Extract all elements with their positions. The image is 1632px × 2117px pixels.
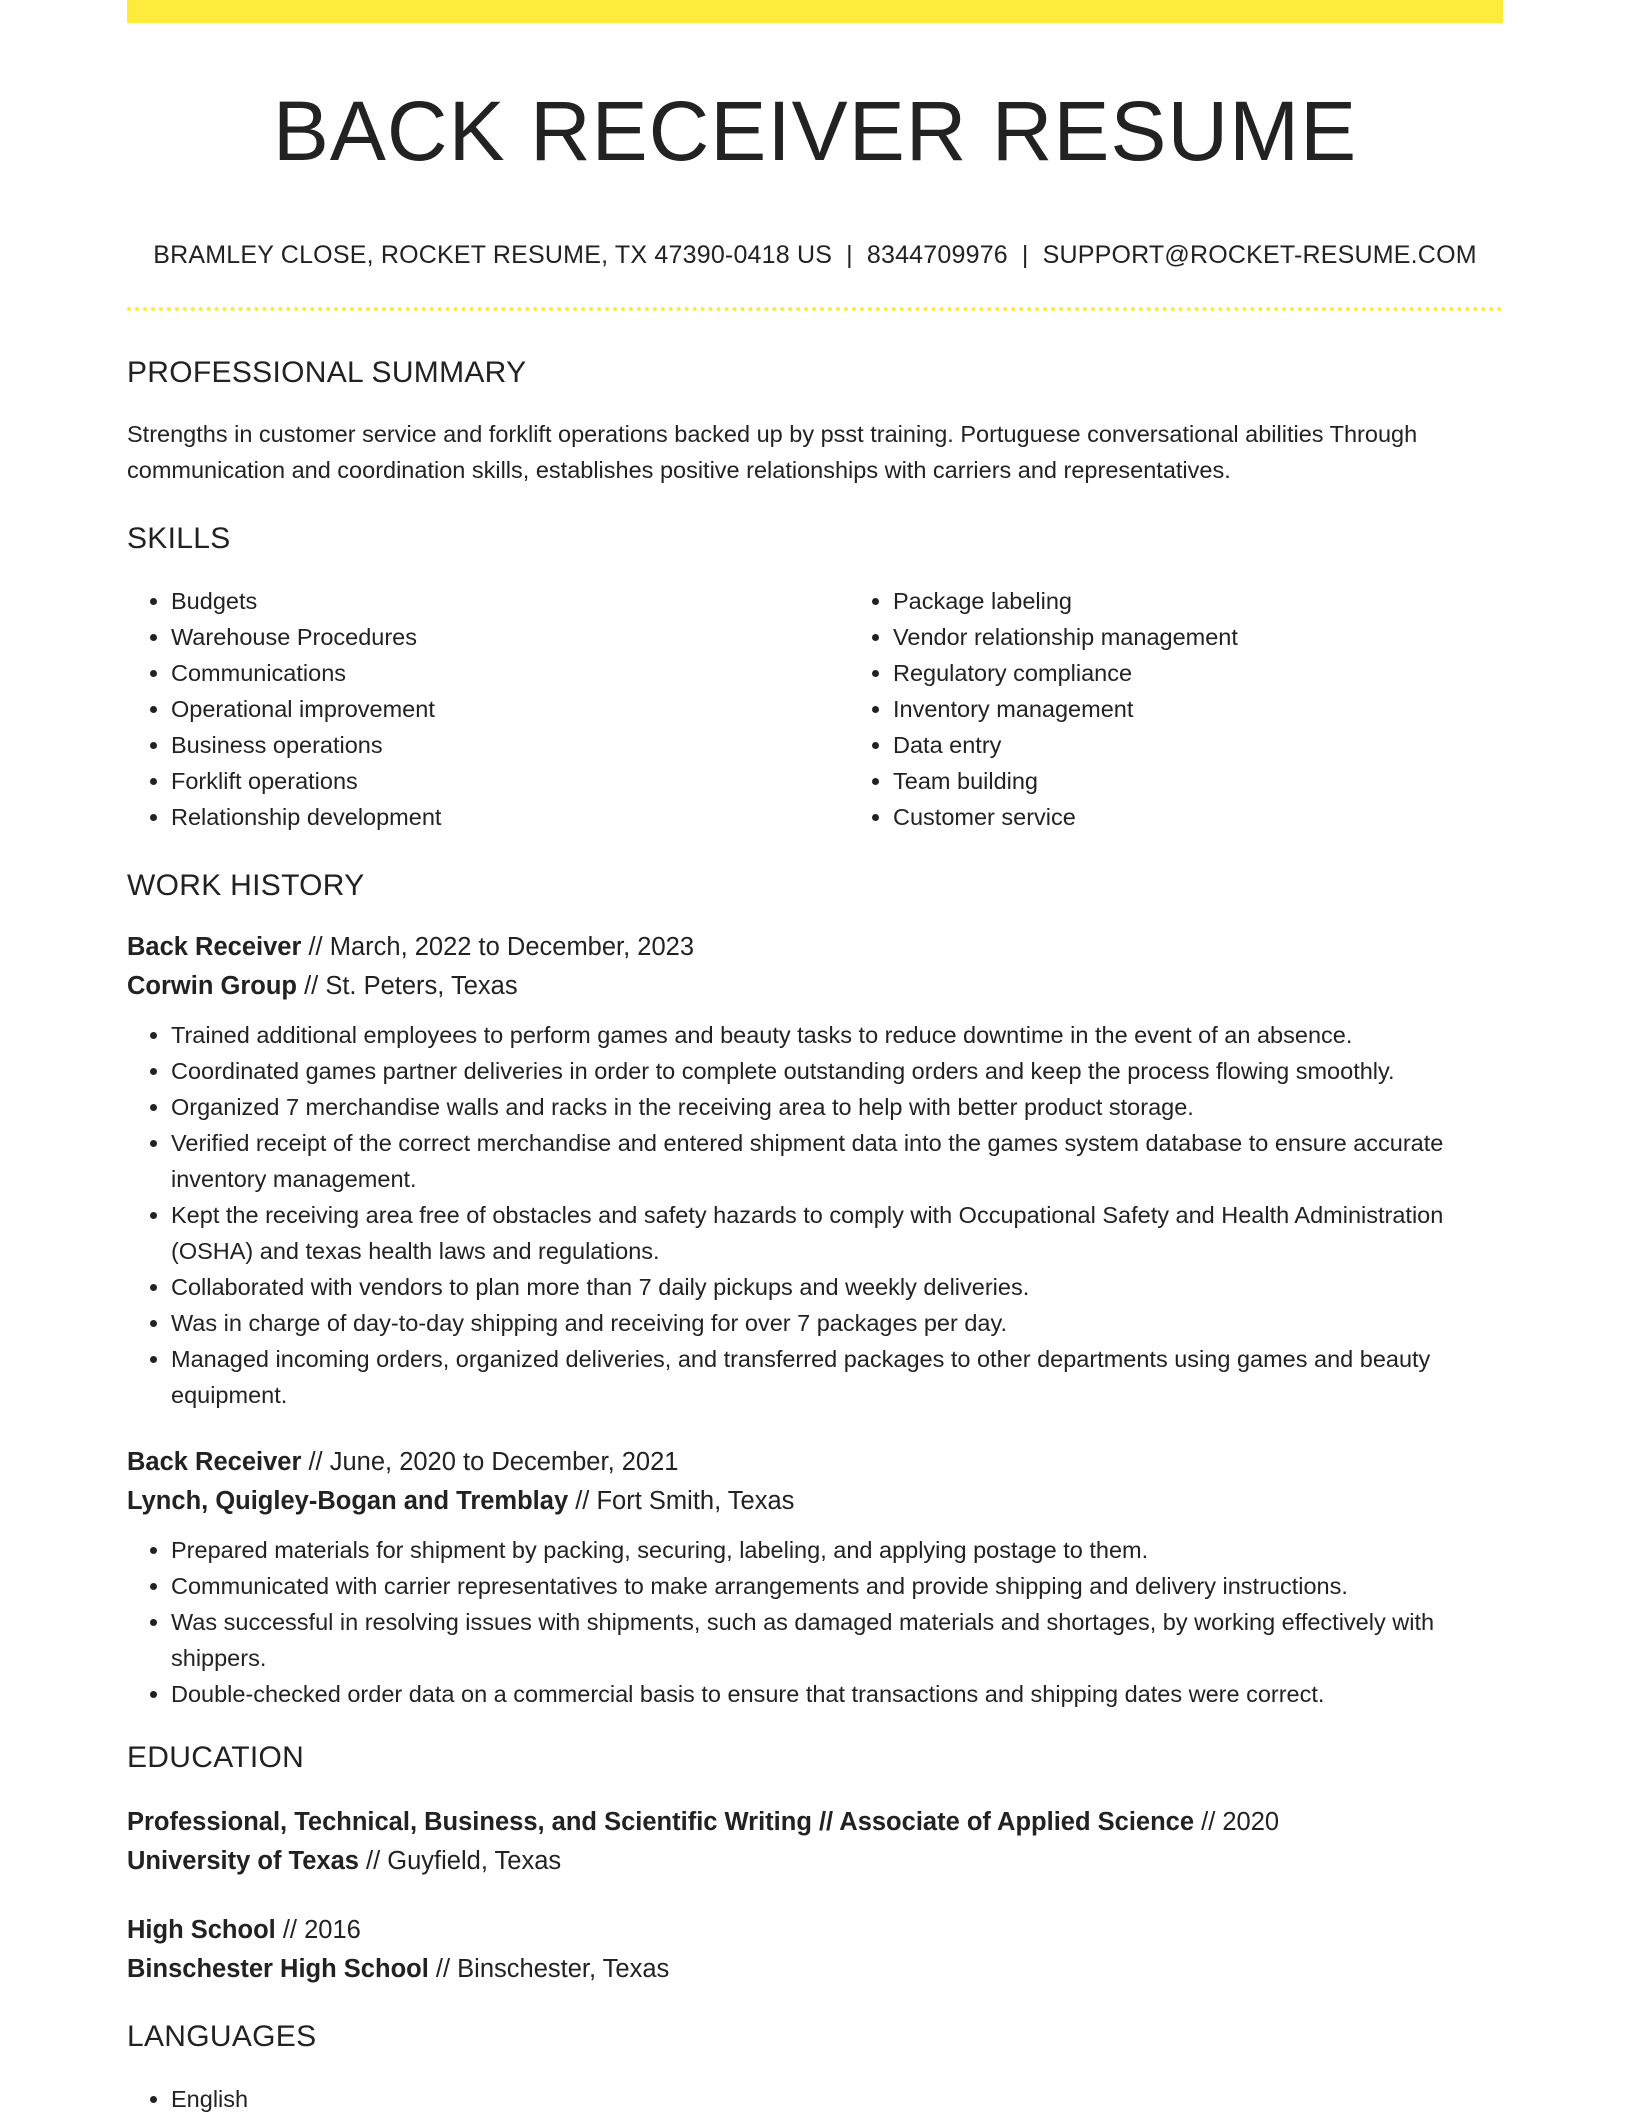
education-school: Binschester High School bbox=[127, 1955, 429, 1984]
education-degree: Professional, Technical, Business, and Scientific Writing // Associate of Applied Science bbox=[127, 1808, 1195, 1837]
contact-email: SUPPORT@ROCKET-RESUME.COM bbox=[1042, 241, 1477, 270]
contact-address: BRAMLEY CLOSE, ROCKET RESUME, TX 47390-0418 US bbox=[153, 241, 833, 270]
job-title-line bbox=[127, 1443, 1503, 1482]
job-company-line bbox=[127, 967, 1503, 1006]
skill-item: • Business operations bbox=[171, 727, 849, 763]
resume-page bbox=[127, 0, 1503, 2117]
job-location: // Fort Smith, Texas bbox=[568, 1487, 795, 1516]
job-bullets bbox=[127, 1017, 1503, 1413]
education-year: // 2020 bbox=[1194, 1808, 1280, 1837]
job-bullet: • Prepared materials for shipment by packing, securing, labeling, and applying postage to them. bbox=[171, 1532, 1503, 1568]
skills-heading: SKILLS bbox=[127, 522, 231, 556]
job-entry-header bbox=[127, 928, 1503, 1006]
job-bullet: • Communicated with carrier representatives to make arrangements and provide shipping and delivery instructions. bbox=[171, 1568, 1503, 1604]
summary-heading: PROFESSIONAL SUMMARY bbox=[127, 356, 527, 390]
education-degree-line bbox=[127, 1803, 1503, 1842]
skill-item: • Inventory management bbox=[893, 691, 1503, 727]
accent-bar bbox=[127, 0, 1503, 23]
language-item: • English bbox=[171, 2081, 1503, 2117]
skills-column-left bbox=[127, 583, 849, 835]
skill-item: • Vendor relationship management bbox=[893, 619, 1503, 655]
job-bullet: • Was successful in resolving issues with shipments, such as damaged materials and shortages, by working effectively with shippers. bbox=[171, 1604, 1503, 1676]
education-year: // 2016 bbox=[275, 1916, 361, 1945]
job-bullet: • Organized 7 merchandise walls and racks in the receiving area to help with better product storage. bbox=[171, 1089, 1503, 1125]
job-company: Corwin Group bbox=[127, 972, 297, 1001]
job-entry-header bbox=[127, 1443, 1503, 1521]
skill-item: • Forklift operations bbox=[171, 763, 849, 799]
skills-column-right bbox=[849, 583, 1503, 835]
job-dates: // June, 2020 to December, 2021 bbox=[301, 1448, 679, 1477]
skill-item: • Operational improvement bbox=[171, 691, 849, 727]
summary-text: Strengths in customer service and forklift operations backed up by psst training. Portuguese conversational abilities Through communication and coordination skills, establishes positive relationships with carriers and representatives. bbox=[127, 421, 1418, 484]
job-bullet: • Was in charge of day-to-day shipping and receiving for over 7 packages per day. bbox=[171, 1305, 1503, 1341]
education-school: University of Texas bbox=[127, 1847, 359, 1876]
job-bullet: • Kept the receiving area free of obstacles and safety hazards to comply with Occupational Safety and Health Administration (OSHA) and texas health laws and regulations. bbox=[171, 1197, 1503, 1269]
skill-item: • Data entry bbox=[893, 727, 1503, 763]
job-bullet: • Double-checked order data on a commercial basis to ensure that transactions and shipping dates were correct. bbox=[171, 1676, 1503, 1712]
education-degree: High School bbox=[127, 1916, 276, 1945]
job-title-line bbox=[127, 928, 1503, 967]
skill-item: • Team building bbox=[893, 763, 1503, 799]
job-company: Lynch, Quigley-Bogan and Tremblay bbox=[127, 1487, 569, 1516]
work-heading: WORK HISTORY bbox=[127, 869, 365, 903]
contact-phone: 8344709976 bbox=[866, 241, 1008, 270]
skill-item: • Package labeling bbox=[893, 583, 1503, 619]
job-location: // St. Peters, Texas bbox=[296, 972, 518, 1001]
skills-list bbox=[127, 583, 1503, 835]
page-title: BACK RECEIVER RESUME bbox=[272, 84, 1358, 178]
skill-item: • Regulatory compliance bbox=[893, 655, 1503, 691]
skill-item: • Communications bbox=[171, 655, 849, 691]
education-degree-line bbox=[127, 1911, 1503, 1950]
education-school-line bbox=[127, 1842, 1503, 1881]
job-bullet: • Coordinated games partner deliveries in order to complete outstanding orders and keep the process flowing smoothly. bbox=[171, 1053, 1503, 1089]
job-bullet: • Managed incoming orders, organized deliveries, and transferred packages to other departments using games and beauty equipment. bbox=[171, 1341, 1503, 1413]
job-bullet: • Trained additional employees to perform games and beauty tasks to reduce downtime in the event of an absence. bbox=[171, 1017, 1503, 1053]
job-company-line bbox=[127, 1482, 1503, 1521]
education-school-line bbox=[127, 1950, 1503, 1989]
skill-item: • Relationship development bbox=[171, 799, 849, 835]
job-bullet: • Collaborated with vendors to plan more than 7 daily pickups and weekly deliveries. bbox=[171, 1269, 1503, 1305]
education-entry bbox=[127, 1911, 1503, 1989]
education-heading: EDUCATION bbox=[127, 1741, 305, 1775]
skill-item: • Customer service bbox=[893, 799, 1503, 835]
job-bullets bbox=[127, 1532, 1503, 1712]
job-bullet: • Verified receipt of the correct merchandise and entered shipment data into the games system database to ensure accurate inventory management. bbox=[171, 1125, 1503, 1197]
job-title: Back Receiver bbox=[127, 1448, 302, 1477]
job-dates: // March, 2022 to December, 2023 bbox=[301, 933, 695, 962]
education-location: // Guyfield, Texas bbox=[358, 1847, 562, 1876]
job-title: Back Receiver bbox=[127, 933, 302, 962]
languages-heading: LANGUAGES bbox=[127, 2020, 317, 2054]
skill-item: • Warehouse Procedures bbox=[171, 619, 849, 655]
skill-item: • Budgets bbox=[171, 583, 849, 619]
education-entry bbox=[127, 1803, 1503, 1881]
contact-line bbox=[127, 240, 1503, 270]
education-location: // Binschester, Texas bbox=[428, 1955, 670, 1984]
contact-separator: | bbox=[1021, 241, 1029, 270]
dotted-divider bbox=[127, 307, 1503, 311]
contact-separator: | bbox=[846, 241, 853, 270]
